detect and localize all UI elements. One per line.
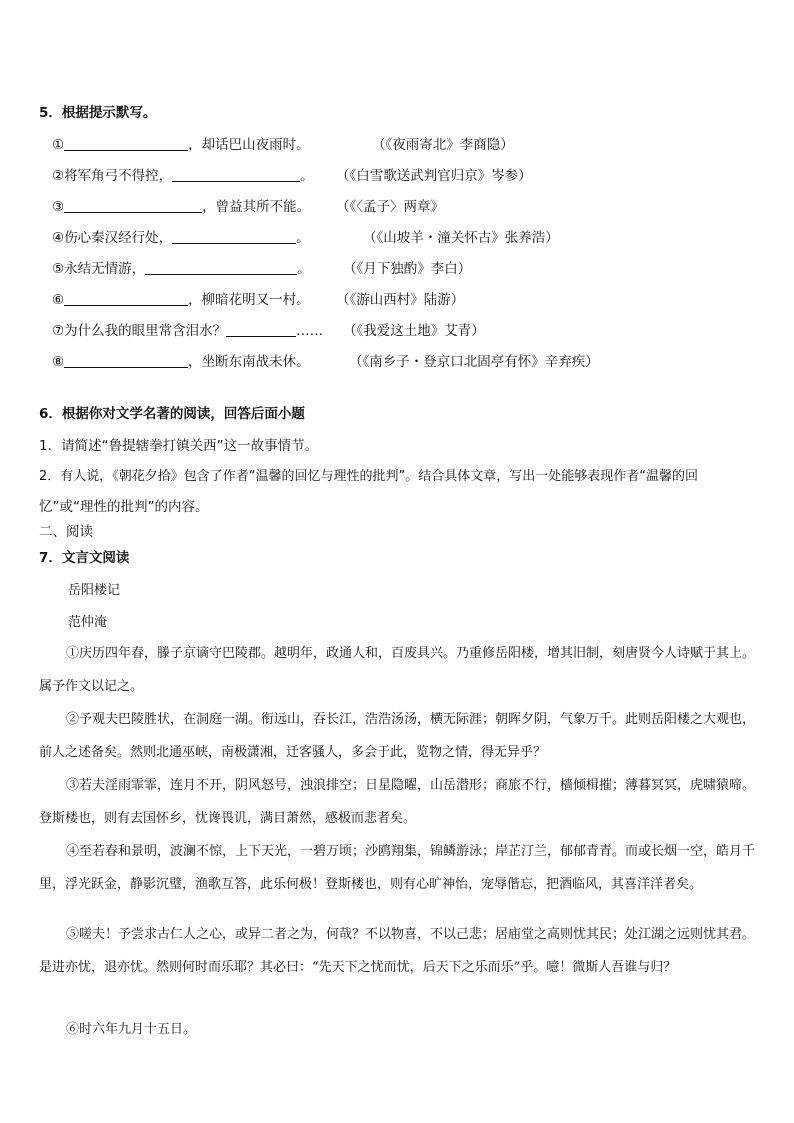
q5-item-7-pre: ⑦为什么我的眼里常含泪水？ [52,323,227,339]
q5-item-1-source: （《夜雨寄北》李商隐） [372,137,514,153]
q5-item-6-blank[interactable] [64,292,188,306]
q5-item-6 [52,291,310,309]
q5-item-6-pre: ⑥ [52,292,65,308]
q5-item-1-pre: ① [52,137,65,153]
q6-sub2-line2: 忆”或“理性的批判”的内容。 [39,499,209,515]
q5-item-2-post: 。 [300,168,314,184]
q5-item-3-blank[interactable] [64,199,202,213]
q5-heading: 5．根据提示默写。 [39,105,157,121]
q5-item-4-blank[interactable] [172,230,296,244]
q5-item-2-blank[interactable] [172,168,300,182]
q5-item-6-source: （《游山西村》陆游） [336,292,465,308]
q5-item-5-blank[interactable] [145,261,297,275]
q5-item-1 [52,136,310,154]
passage-paragraph-4: ④至若春和景明，波澜不惊，上下天光，一碧万顷；沙鸥翔集，锦鳞游泳；岸芷汀兰，郁郁青青。而或长烟一空，皓月千里，浮光跃金，静影沉璧，渔歌互答，此乐何极！登斯楼也，则有心旷神怡，宠辱偕忘，把酒临风，其喜洋洋者矣。 [39,844,756,892]
q5-item-4 [52,229,310,247]
q7-heading: 7．文言文阅读 [39,550,130,566]
q5-item-4-post: 。 [296,230,310,246]
passage-title: 岳阳楼记 [68,583,121,598]
q5-item-5-post: 。 [297,261,311,277]
q5-item-8 [52,353,310,371]
q5-item-7 [52,322,323,340]
passage-paragraph-1: ①庆历四年春，滕子京谪守巴陵郡。越明年，政通人和，百废具兴。乃重修岳阳楼，增其旧制，刻唐贤今人诗赋于其上。属予作文以记之。 [39,646,756,694]
section-heading: 二、阅读 [39,524,93,540]
passage-paragraph-2: ②予观夫巴陵胜状，在洞庭一湖。衔远山，吞长江，浩浩汤汤，横无际涯；朝晖夕阴，气象万千。此则岳阳楼之大观也，前人之述备矣。然则北通巫峡，南极潇湘，迁客骚人，多会于此，览物之情，得无异乎？ [39,712,756,760]
passage-paragraph-6: ⑥时六年九月十五日。 [66,1022,197,1037]
q5-item-7-post: …… [296,323,324,339]
q5-item-8-source: （《南乡子・登京口北固亭有怀》辛弃疾） [349,354,599,370]
q5-item-8-blank[interactable] [64,354,188,368]
q6-sub2-line1: 2．有人说，《朝花夕拾》包含了作者“温馨的回忆与理性的批判”。结合具体文章，写出一处能够表现作者“温馨的回 [39,469,698,484]
q5-item-5 [52,260,311,278]
q5-item-7-blank[interactable] [226,323,296,337]
q5-item-6-post: ，柳暗花明又一村。 [188,292,310,308]
q5-item-5-pre: ⑤永结无情游， [52,261,146,277]
q5-item-8-pre: ⑧ [52,354,65,370]
q5-item-7-source: （《我爱这土地》艾青） [343,323,485,339]
q5-item-2 [52,167,314,185]
q5-item-1-blank[interactable] [64,137,188,151]
q5-item-1-post: ，却话巴山夜雨时。 [188,137,310,153]
q5-item-3-source: （《〈孟子〉两章》 [336,199,444,215]
passage-paragraph-5: ⑤嗟夫！予尝求古仁人之心，或异二者之为，何哉？不以物喜，不以己悲；居庙堂之高则忧其民；处江湖之远则忧其君。是进亦忧，退亦忧。然则何时而乐耶？其必曰：“先天下之忧而忧，后天下之乐而乐”乎。噫！微斯人吾谁与归？ [39,927,756,975]
q5-item-4-pre: ④伤心秦汉经行处， [52,230,173,246]
q5-item-3 [52,198,310,216]
q5-item-2-source: （《白雪歌送武判官归京》岑参） [336,168,532,184]
q5-item-8-post: ，坐断东南战未休。 [188,354,310,370]
q5-item-5-source: （《月下独酌》李白） [343,261,472,277]
q6-sub1: 1．请简述“鲁提辖拳打镇关西”这一故事情节。 [39,438,319,454]
q5-item-2-pre: ②将军角弓不得控， [52,168,173,184]
q5-item-3-pre: ③ [52,199,65,215]
passage-paragraph-3: ③若夫淫雨霏霏，连月不开，阴风怒号，浊浪排空；日星隐曜，山岳潜形；商旅不行，樯倾楫摧；薄暮冥冥，虎啸猿啼。登斯楼也，则有去国怀乡，忧谗畏讥，满目萧然，感极而悲者矣。 [39,778,756,826]
q6-heading: 6．根据你对文学名著的阅读，回答后面小题 [39,406,305,422]
passage-author: 范仲淹 [68,615,108,630]
q5-item-4-source: （《山坡羊・潼关怀古》张养浩） [363,230,559,246]
q5-item-3-post: ，曾益其所不能。 [202,199,311,215]
